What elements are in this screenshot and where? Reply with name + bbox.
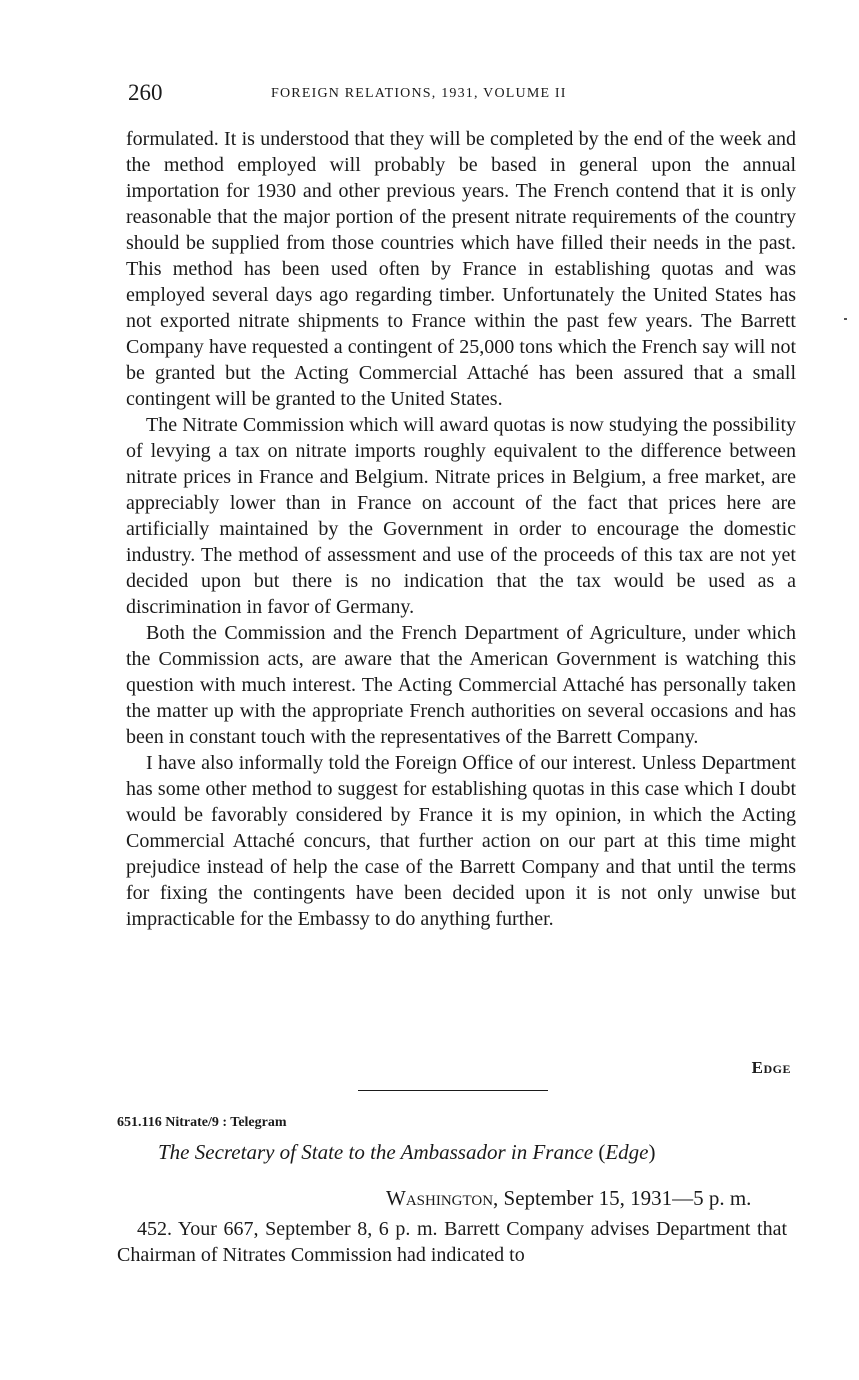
file-reference: 651.116 Nitrate/9 : Telegram — [117, 1115, 287, 1130]
running-head — [128, 80, 798, 110]
paragraph: Both the Commission and the French Department of Agriculture, under which the Commission acts, are aware that the American Government is watching this question with much interest. The Acting Commercial Attaché has personally taken the matter up with the appropriate French authorities on several occasions and has been in constant touch with the representatives of the Barrett Company. — [126, 622, 796, 748]
paragraph: The Nitrate Commission which will award quotas is now studying the possibility of levying a tax on nitrate imports roughly equivalent to the difference between nitrate prices in France and Belgium. Nitrate prices in Belgium, a free market, are appreciably lower than in France on account of the fact that prices here are artificially maintained by the Government in order to encourage the domestic industry. The method of assessment and use of the proceeds of this tax are not yet decided upon but there is no indication that the tax would be used as a discrimination in favor of Germany. — [126, 414, 796, 618]
dateline — [386, 1186, 751, 1211]
section-divider — [358, 1090, 548, 1091]
running-head-title: FOREIGN RELATIONS, 1931, VOLUME II — [271, 86, 567, 101]
page-number: 260 — [128, 80, 163, 105]
paragraph: I have also informally told the Foreign Office of our interest. Unless Department has some other method to suggest for establishing quotas in this case which I doubt would be favorably considered by France it is my opinion, in which the Acting Commercial Attaché concurs, that further action on our part at this time might prejudice instead of help the case of the Barrett Company and that until the terms for fixing the contingents have been decided upon it is not only unwise but impracticable for the Embassy to do anything further. — [126, 752, 796, 930]
paragraph-continued: formulated. It is understood that they will be completed by the end of the week and the method employed will probably be based in general upon the annual importation for 1930 and other previous years. The French contend that it is only reasonable that the major portion of the present nitrate requirements of the country should be supplied from those countries which have filled their needs in the past. This method has been used often by France in establishing quotas and was employed several days ago regarding timber. Unfortunately the United States has not exported nitrate shipments to France within the past few years. The Barrett Company have requested a contingent of 25,000 tons which the French say will not be granted but the Acting Commercial Attaché has been assured that a small contingent will be granted to the United States. — [126, 128, 796, 410]
body-text — [126, 126, 796, 932]
document-title-text: The Secretary of State to the Ambassador in France — [158, 1140, 594, 1164]
document-title: The Secretary of State to the Ambassador in France (Edge) — [158, 1140, 656, 1164]
telegram-paragraph: 452. Your 667, September 8, 6 p. m. Barrett Company advises Department that Chairman of Nitrates Commission had indicated to — [117, 1218, 787, 1266]
signature: Edge — [751, 1058, 791, 1077]
margin-speck — [844, 318, 847, 320]
dateline-date: , September 15, 1931—5 p. m. — [493, 1186, 752, 1210]
document-title-parenthetical: Edge — [605, 1140, 649, 1164]
dateline-place: Washington — [386, 1186, 494, 1210]
telegram-text — [117, 1216, 787, 1268]
